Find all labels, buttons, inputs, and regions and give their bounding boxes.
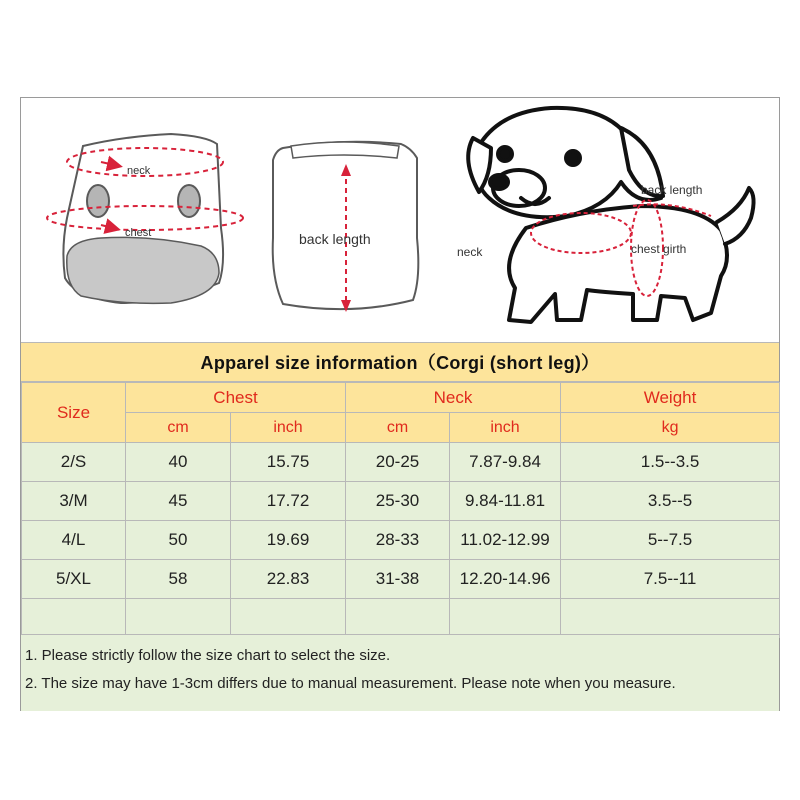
size-cell	[22, 599, 126, 638]
neck-cm-header: cm	[346, 413, 450, 443]
size-cell: 4/L	[22, 521, 126, 560]
back-length-label: back length	[299, 231, 371, 247]
table-row	[22, 560, 780, 599]
chest-cm-header: cm	[126, 413, 231, 443]
dog-neck-label: neck	[457, 245, 483, 259]
neck-inch-cell: 7.87-9.84	[450, 443, 561, 482]
size-chart	[20, 97, 780, 711]
neck-cm-cell: 25-30	[346, 482, 450, 521]
chest-inch-cell: 17.72	[231, 482, 346, 521]
size-header: Size	[22, 383, 126, 443]
table-row-empty	[22, 599, 780, 638]
table-row	[22, 482, 780, 521]
chest-header: Chest	[126, 383, 346, 413]
size-table	[21, 382, 780, 638]
weight-kg-cell: 1.5--3.5	[561, 443, 780, 482]
neck-cm-cell	[346, 599, 450, 638]
illustration-canvas	[21, 98, 779, 342]
measurement-illustrations	[21, 98, 779, 342]
weight-kg-cell: 5--7.5	[561, 521, 780, 560]
weight-kg-header: kg	[561, 413, 780, 443]
neck-cm-cell: 20-25	[346, 443, 450, 482]
chest-inch-header: inch	[231, 413, 346, 443]
size-cell: 3/M	[22, 482, 126, 521]
weight-kg-cell	[561, 599, 780, 638]
table-row	[22, 443, 780, 482]
chest-cm-cell: 50	[126, 521, 231, 560]
chest-cm-cell	[126, 599, 231, 638]
chest-cm-cell: 40	[126, 443, 231, 482]
neck-inch-cell: 9.84-11.81	[450, 482, 561, 521]
garment-front-icon	[47, 134, 243, 303]
chest-inch-cell: 19.69	[231, 521, 346, 560]
note-1: 1. Please strictly follow the size chart to select the size.	[25, 647, 391, 664]
neck-inch-header: inch	[450, 413, 561, 443]
weight-header: Weight	[561, 383, 780, 413]
size-cell: 5/XL	[22, 560, 126, 599]
neck-inch-cell	[450, 599, 561, 638]
weight-kg-cell: 3.5--5	[561, 482, 780, 521]
chest-inch-cell: 22.83	[231, 560, 346, 599]
neck-inch-cell: 12.20-14.96	[450, 560, 561, 599]
table-row	[22, 521, 780, 560]
neck-cm-cell: 28-33	[346, 521, 450, 560]
dog-chest-girth-label: chest girth	[631, 242, 687, 256]
chest-cm-cell: 58	[126, 560, 231, 599]
neck-cm-cell: 31-38	[346, 560, 450, 599]
size-cell: 2/S	[22, 443, 126, 482]
dog-back-length-label: back length	[641, 183, 703, 197]
chest-inch-cell: 15.75	[231, 443, 346, 482]
neck-label: neck	[127, 165, 151, 177]
header-row-2	[22, 413, 780, 443]
header-row-1	[22, 383, 780, 413]
table-title: Apparel size information（Corgi (short leg)）	[21, 342, 779, 382]
notes-box	[21, 634, 779, 711]
neck-inch-cell: 11.02-12.99	[450, 521, 561, 560]
garment-back-icon	[273, 142, 419, 312]
chest-label: chest	[125, 227, 152, 239]
chest-cm-cell: 45	[126, 482, 231, 521]
weight-kg-cell: 7.5--11	[561, 560, 780, 599]
chest-inch-cell	[231, 599, 346, 638]
neck-header: Neck	[346, 383, 561, 413]
note-2: 2. The size may have 1-3cm differs due to manual measurement. Please note when you measure.	[25, 675, 676, 692]
